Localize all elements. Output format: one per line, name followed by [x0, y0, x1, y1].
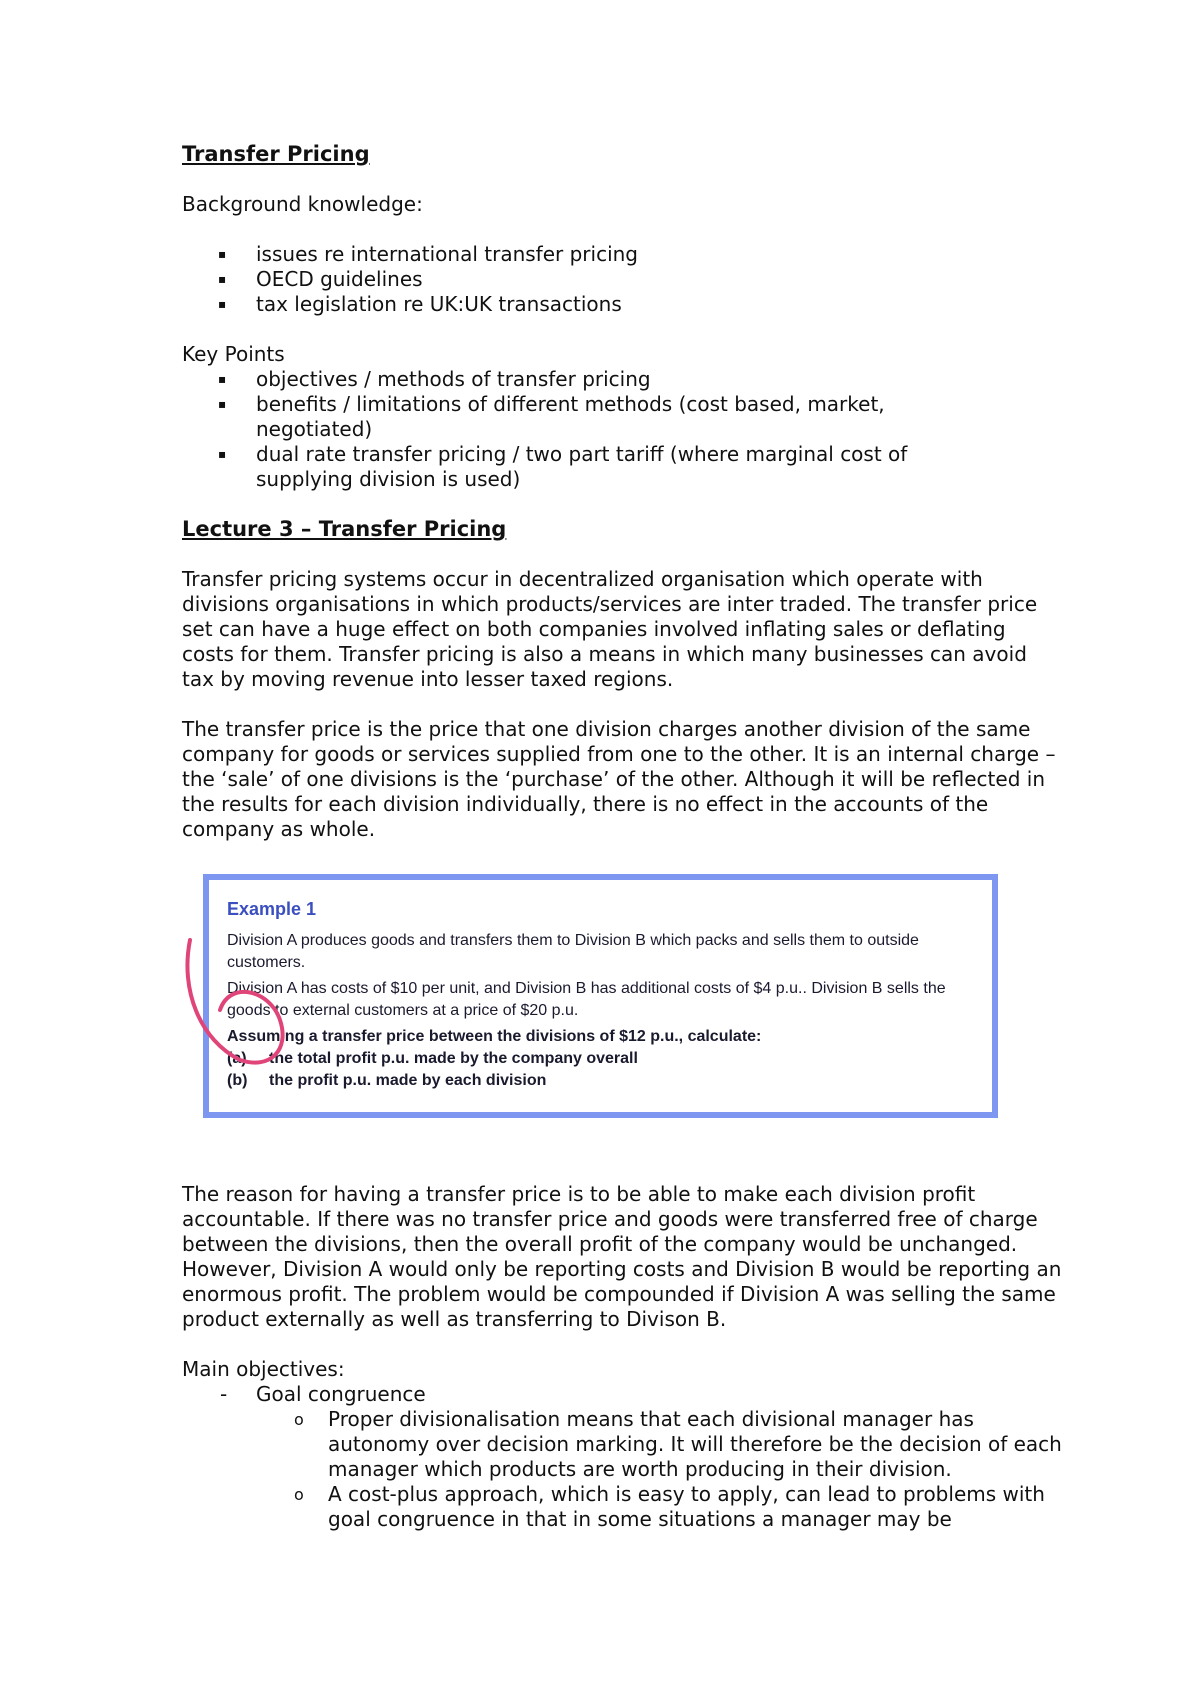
list-item: ▪ issues re international transfer pricing — [182, 242, 1062, 267]
paragraph: The transfer price is the price that one division charges another division of the same company for goods or services supplied from one to the other. It is an internal charge – the ‘sale’ of one divisions is the ‘purchase’ of the other. Although it will be reflected in the results for each division individually, there is no effect in the accounts of the company as whole. — [182, 717, 1056, 841]
example-item — [227, 1070, 987, 1092]
objectives-list — [182, 1382, 1062, 1407]
item-label: (b) — [227, 1072, 248, 1089]
list-item: o Proper divisionalisation means that each divisional manager has autonomy over decision marking. It will therefore be the decision of each manager which products are worth producing in their division. — [182, 1407, 1062, 1482]
list-item: o A cost-plus approach, which is easy to apply, can lead to problems with goal congruence in that in some situations a manager may be — [182, 1482, 1062, 1532]
example-line: Division A has costs of $10 per unit, and Division B has additional costs of $4 p.u.. Division B sells the goods to external customers at a price of $20 p.u. — [227, 980, 946, 1019]
list-item: ▪ objectives / methods of transfer pricing — [182, 367, 942, 392]
example-box — [203, 874, 998, 1118]
paragraph: Transfer pricing systems occur in decentralized organisation which operate with divisions organisations in which products/services are inter traded. The transfer price set can have a huge effect on both companies involved inflating sales or deflating costs for them. Transfer pricing is also a means in which many businesses can avoid tax by moving revenue into lesser taxed regions. — [182, 567, 1038, 691]
example-title: Example 1 — [227, 899, 317, 919]
background-list — [182, 242, 1062, 317]
item-text: the profit p.u. made by each division — [269, 1072, 547, 1089]
lecture-heading: Lecture 3 – Transfer Pricing — [182, 517, 507, 541]
list-item: ▪ OECD guidelines — [182, 267, 1062, 292]
objectives-label: Main objectives: — [182, 1357, 345, 1381]
key-points-label: Key Points — [182, 342, 285, 366]
example-item — [227, 1048, 987, 1070]
example-line: Division A produces goods and transfers them to Division B which packs and sells them to outside customers. — [227, 932, 919, 971]
list-item: - Goal congruence — [182, 1382, 1062, 1407]
item-text: the total profit p.u. made by the company overall — [269, 1050, 638, 1067]
list-item: ▪ tax legislation re UK:UK transactions — [182, 292, 1062, 317]
sub-points-list — [182, 1407, 1062, 1532]
page-title: Transfer Pricing — [182, 142, 370, 166]
document-body — [182, 142, 1062, 1532]
example-instruction: Assuming a transfer price between the divisions of $12 p.u., calculate: — [227, 1028, 762, 1045]
item-label: (a) — [227, 1050, 247, 1067]
key-points-list — [182, 367, 942, 492]
paragraph: The reason for having a transfer price is to be able to make each division profit accountable. If there was no transfer price and goods were transferred free of charge between the divisions, then the overall profit of the company would be unchanged. However, Division A would only be reporting costs and Division B would be reporting an enormous profit. The problem would be compounded if Division A was selling the same product externally as well as transferring to Divison B. — [182, 1182, 1062, 1331]
list-item: ▪ benefits / limitations of different methods (cost based, market, negotiated) — [182, 392, 942, 442]
background-label: Background knowledge: — [182, 192, 423, 216]
list-item: ▪ dual rate transfer pricing / two part tariff (where marginal cost of supplying division is used) — [182, 442, 942, 492]
